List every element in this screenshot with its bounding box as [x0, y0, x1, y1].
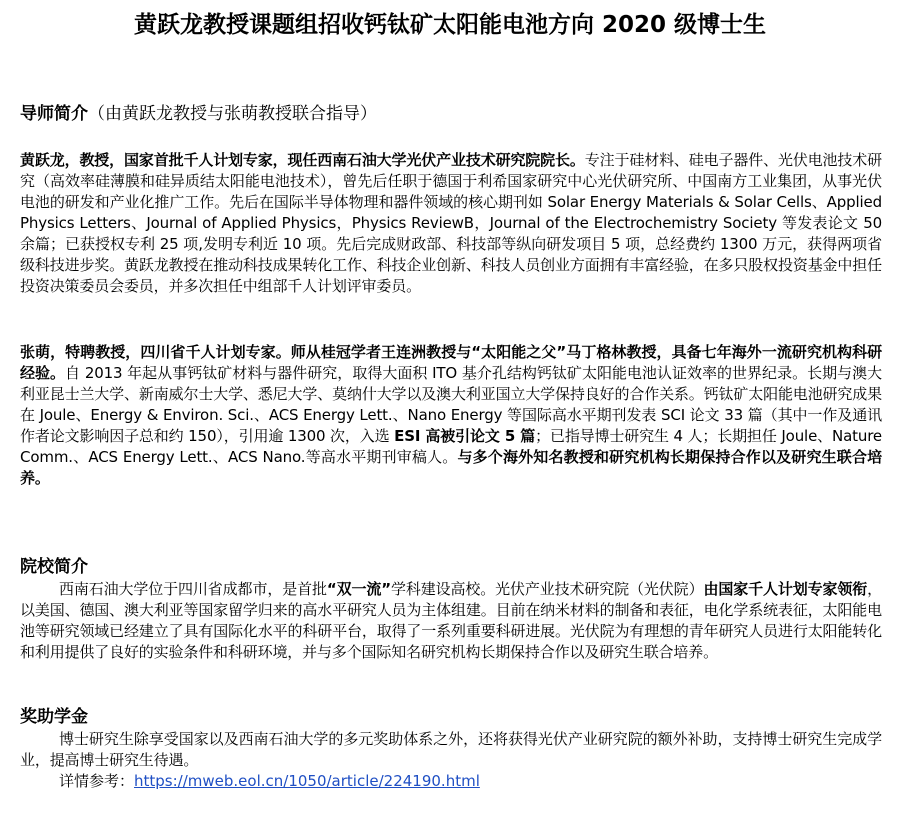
scholarship-heading: 奖助学金 [20, 707, 88, 727]
zhang-bio-text-2: ；已指导博士研究生 4 人；长期担任 Joule、Nature Comm.、ACS Energy Lett.、ACS Nano.等高水平期刊审稿人。 [20, 427, 882, 466]
school-text-3: ，以美国、德国、澳大利亚等国家留学归来的高水平研究人员为主体组建。目前在纳米材料的制备和表征，电化学系统表征，太阳能电池等研究领域已经建立了具有国际化水平的科研平台，取得了一系列重要科研进展。光伏院为有理想的青年研究人员进行太阳能转化和利用提供了良好的实验条件和科研环境，并与多个国际知名研究机构长期保持合作以及研究生联合培养。 [20, 580, 882, 661]
advisor-heading-note: （由黄跃龙教授与张萌教授联合指导） [88, 104, 377, 124]
zhang-bio-intro: 张萌，特聘教授，四川省千人计划专家。师从桂冠学者王连洲教授与“太阳能之父”马丁格林教授，具备七年海外一流研究机构科研经验。 [20, 343, 882, 382]
school-heading: 院校简介 [20, 557, 88, 577]
huang-bio-text: 专注于硅材料、硅电子器件、光伏电池技术研究（高效率硅薄膜和硅异质结太阳能电池技术），曾先后任职于德国于利希国家研究中心光伏研究所、中国南方工业集团，从事光伏电池的研发和产业化推广工作。先后在国际半导体物理和器件领域的核心期刊如 Solar Energy Materials & Solar Cells、Applied Physics Letters、Journal of Applied Physics，Physics ReviewB，Journal of the Electrochemistry Society 等发表论文 50 余篇；已获授权专利 25 项,发明专利近 10 项。先后完成财政部、科技部等纵向研发项目 5 项，总经费约 1300 万元，获得两项省级科技进步奖。黄跃龙教授在推动科技成果转化工作、科技企业创新、科技人员创业方面拥有丰富经验，在多只股权投资基金中担任投资决策委员会委员，并多次担任中组部千人计划评审委员。 [20, 151, 882, 295]
school-text-2: 学科建设高校。光伏产业技术研究院（光伏院） [390, 580, 704, 598]
advisor-heading [20, 103, 377, 125]
school-text-1: 西南石油大学位于四川省成都市，是首批 [59, 580, 327, 598]
zhang-bio-text-1: 自 2013 年起从事钙钛矿材料与器件研究，取得大面积 ITO 基介孔结构钙钛矿太阳能电池认证效率的世界纪录。长期与澳大利亚昆士兰大学、新南威尔士大学、悉尼大学、莫纳什大学以及澳大利亚国立大学保持良好的合作关系。钙钛矿太阳能电池研究成果在 Joule、Energy & Environ. Sci.、ACS Energy Lett.、Nano Energy 等国际高水平期刊发表 SCI 论文 33 篇（其中一作及通讯作者论文影响因子总和约 150），引用逾 1300 次，入选 [20, 364, 882, 445]
huang-bio-intro: 黄跃龙，教授，国家首批千人计划专家，现任西南石油大学光伏产业技术研究院院长。 [20, 151, 585, 169]
zhang-bio-esi: ESI 高被引论文 5 篇 [394, 427, 536, 445]
school-double-first-class: “双一流” [326, 580, 391, 598]
scholarship-paragraph: 博士研究生除享受国家以及西南石油大学的多元奖助体系之外，还将获得光伏产业研究院的额外补助，支持博士研究生完成学业，提高博士研究生待遇。 [20, 730, 882, 769]
school-paragraph [20, 579, 882, 663]
details-link[interactable]: https://mweb.eol.cn/1050/article/224190.html [134, 772, 480, 790]
details-line [20, 771, 882, 792]
page-title: 黄跃龙教授课题组招收钙钛矿太阳能电池方向 2020 级博士生 [133, 12, 767, 38]
details-label: 详情参考： [59, 772, 135, 790]
advisor-heading-text: 导师简介 [20, 104, 88, 124]
school-led-by-experts: 由国家千人计划专家领衔 [703, 580, 868, 598]
zhang-bio-outro: 与多个海外知名教授和研究机构长期保持合作以及研究生联合培养。 [20, 448, 882, 487]
huang-bio-paragraph [20, 150, 882, 297]
zhang-bio-paragraph [20, 342, 882, 489]
